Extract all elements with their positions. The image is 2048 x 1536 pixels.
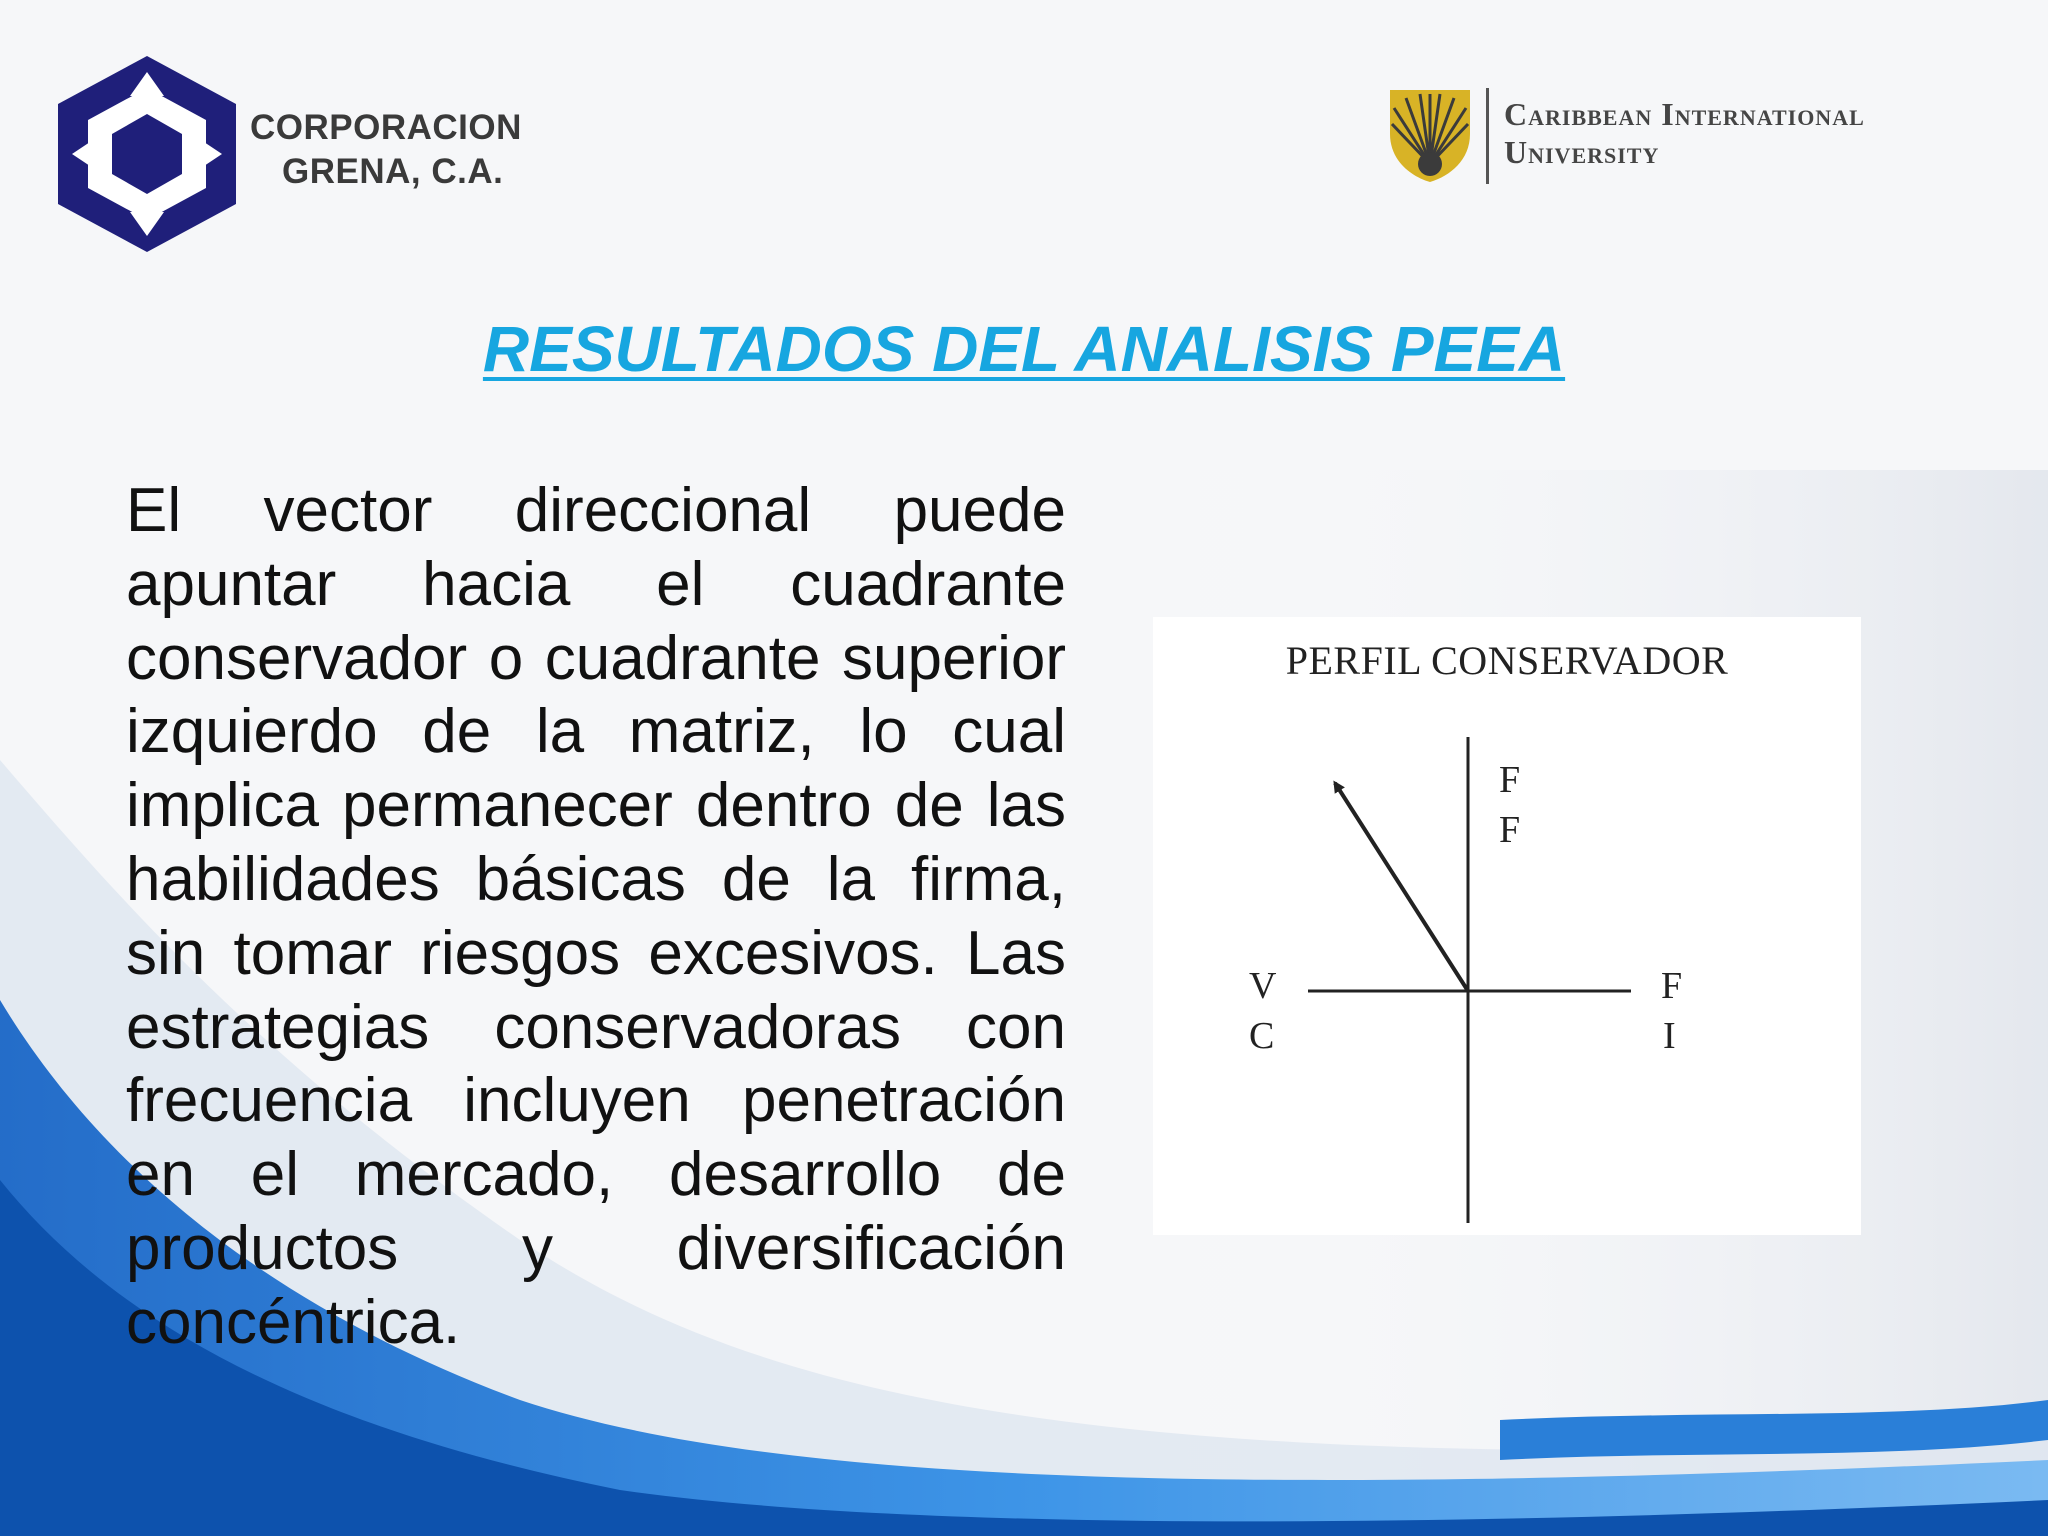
corporacion-grena-logo: [52, 52, 572, 262]
direction-vector-arrow: [1335, 783, 1468, 991]
logo-left-line2: GRENA, C.A.: [282, 152, 504, 191]
logo-right-line2: University: [1504, 134, 1660, 170]
body-paragraph: El vector direccional puede apuntar hacia el cuadrante conservador o cuadrante superior izquierdo de la matriz, lo cual implica permanecer dentro de las habilidades básicas de la firma, sin tomar riesgos excesivos. Las estrategias conservadoras con frecuencia incluyen penetración en el mercado, desarrollo de productos y diversificación concéntrica.: [126, 476, 1066, 1357]
hexagon-arrows-icon: [52, 52, 242, 256]
shield-sunburst-icon: [1380, 84, 1480, 184]
axis-label-left-1: V: [1249, 965, 1277, 1007]
diagram-title: PERFIL CONSERVADOR: [1285, 638, 1729, 683]
axis-label-top-2: F: [1499, 809, 1521, 851]
axis-label-right-1: F: [1661, 965, 1683, 1007]
perfil-conservador-diagram: [1153, 617, 1861, 1235]
slide-title: RESULTADOS DEL ANALISIS PEEA: [482, 313, 1566, 385]
axis-label-right-2: I: [1663, 1015, 1676, 1057]
logo-right-line1: Caribbean International: [1504, 96, 1865, 132]
axis-label-top-1: F: [1499, 759, 1521, 801]
caribbean-university-logo: [1380, 84, 1980, 194]
axis-label-left-2: C: [1249, 1015, 1275, 1057]
logo-left-line1: CORPORACION: [250, 108, 522, 147]
quadrant-axes: [1153, 617, 1861, 1235]
logo-divider: [1486, 88, 1489, 184]
